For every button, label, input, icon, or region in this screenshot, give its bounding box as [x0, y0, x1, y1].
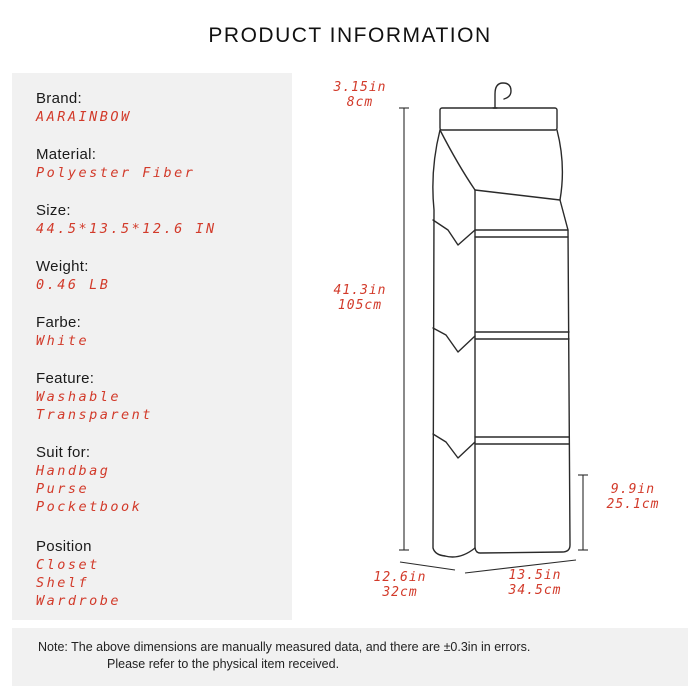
- depth-dim-line: [400, 562, 455, 570]
- spec-label-feature: Feature:: [36, 370, 95, 387]
- spec-value-color: White: [36, 333, 90, 349]
- spec-label-suit-for: Suit for:: [36, 444, 91, 461]
- dim-top-in: 3.15in: [333, 80, 387, 95]
- dim-width: [485, 568, 585, 598]
- spec-value-position-3: Wardrobe: [36, 593, 122, 609]
- product-diagram: [300, 70, 700, 620]
- spec-material: [36, 145, 195, 182]
- spec-label-weight: Weight:: [36, 258, 89, 275]
- spec-value-suit-3: Pocketbook: [36, 499, 143, 515]
- spec-value-size: 44.5*13.5*12.6 IN: [36, 221, 217, 237]
- dim-pocket-in: 9.9in: [610, 482, 656, 497]
- dim-depth: [355, 570, 445, 600]
- spec-panel: [12, 73, 292, 620]
- top-bar: [440, 108, 557, 130]
- spec-size: [36, 201, 217, 238]
- back-panel: [433, 130, 445, 556]
- dim-height-in: 41.3in: [333, 283, 387, 298]
- spec-value-suit-1: Handbag: [36, 463, 111, 479]
- spec-suit-for: [36, 443, 142, 516]
- spec-value-weight: 0.46 LB: [36, 277, 111, 293]
- note-bar: [12, 628, 688, 686]
- note-line-1: Note: The above dimensions are manually measured data, and there are ±0.3in in errors.: [38, 640, 531, 654]
- dim-pocket: [588, 482, 678, 512]
- spec-weight: [36, 257, 110, 294]
- spec-brand: [36, 89, 132, 126]
- spec-value-material: Polyester Fiber: [36, 165, 196, 181]
- spec-value-position-1: Closet: [36, 557, 100, 573]
- dim-height: [315, 283, 405, 313]
- dim-top-cm: 8cm: [346, 95, 374, 110]
- dim-height-cm: 105cm: [337, 298, 383, 313]
- front-panel: [475, 130, 570, 553]
- hanger-hook: [495, 83, 511, 108]
- spec-label-position: Position: [36, 538, 92, 555]
- dim-top: [315, 80, 405, 110]
- spec-value-feature-1: Washable: [36, 389, 122, 405]
- spec-value-brand: AARAINBOW: [36, 109, 132, 125]
- spec-value-feature-2: Transparent: [36, 407, 153, 423]
- spec-feature: [36, 369, 153, 424]
- note-line-2: Please refer to the physical item received.: [107, 657, 340, 671]
- dim-pocket-cm: 25.1cm: [606, 497, 660, 512]
- dim-depth-cm: 32cm: [382, 585, 418, 600]
- spec-label-color: Farbe:: [36, 314, 82, 331]
- dim-width-in: 13.5in: [508, 568, 562, 583]
- spec-position: [36, 537, 121, 610]
- spec-label-brand: Brand:: [36, 90, 82, 107]
- spec-label-material: Material:: [36, 146, 97, 163]
- dim-width-cm: 34.5cm: [508, 583, 562, 598]
- organizer-drawing: [300, 70, 700, 620]
- spec-label-size: Size:: [36, 202, 71, 219]
- dim-depth-in: 12.6in: [373, 570, 427, 585]
- spec-color: [36, 313, 89, 350]
- spec-value-suit-2: Purse: [36, 481, 90, 497]
- spec-value-position-2: Shelf: [36, 575, 90, 591]
- page-title: PRODUCT INFORMATION: [208, 24, 492, 47]
